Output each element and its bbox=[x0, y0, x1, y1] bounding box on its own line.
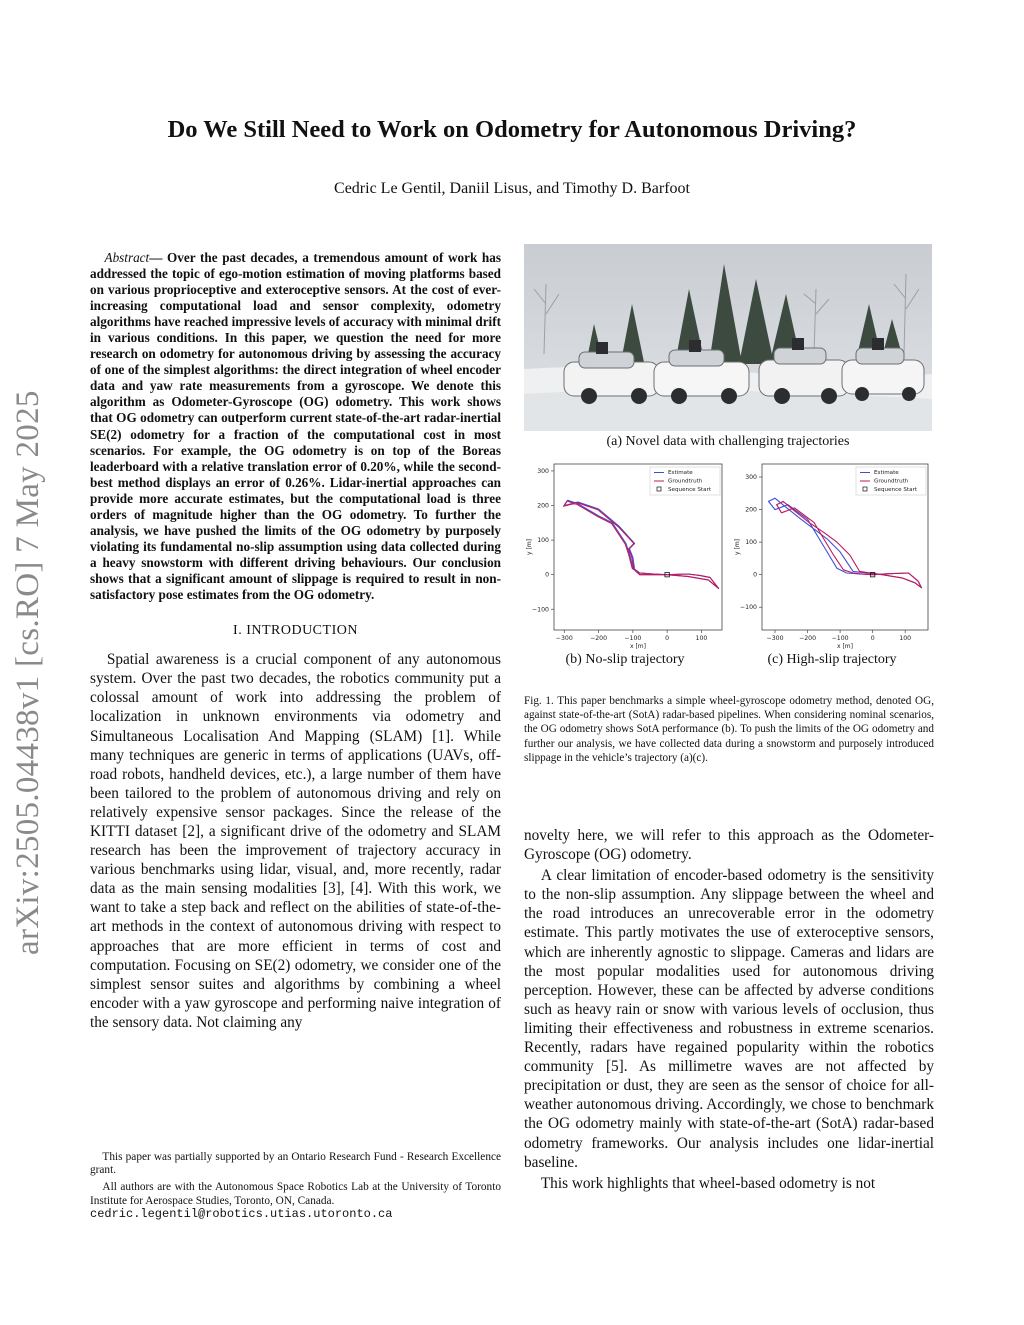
caption-a: (a) Novel data with challenging trajectories bbox=[606, 434, 850, 449]
x-axis-label: x [m] bbox=[837, 643, 853, 650]
right-paragraph-3: This work highlights that wheel-based odometry is not bbox=[540, 1174, 876, 1192]
y-tick-label: −100 bbox=[532, 606, 549, 614]
y-tick-label: 300 bbox=[745, 474, 757, 482]
right-column bbox=[524, 826, 934, 1193]
section-heading: I. INTRODUCTION bbox=[233, 623, 358, 639]
y-tick-label: 200 bbox=[745, 506, 757, 514]
left-column bbox=[90, 250, 501, 1032]
footnote-affiliation bbox=[90, 1181, 501, 1221]
x-tick-label: −200 bbox=[590, 635, 608, 642]
legend-label: Estimate bbox=[668, 470, 693, 476]
plot-no-slip bbox=[524, 458, 726, 650]
right-paragraph-2: A clear limitation of encoder-based odometry is the sensitivity to the non-slip assumption. Any slippage between the wheel and the road introduces an unrecoverable error in the odometry estimate. This partly motivates the use of exteroceptive sensors, which are inherently agnostic to slippage. Cameras and lidars are the most popular modalities used for autonomous driving perception. However, these can be affected by adverse conditions such as heavy rain or snow with various levels of occlusion, thus limiting their effectiveness and robustness in extreme scenarios. Recently, radars have regained popularity within the robotics community [5]. As millimetre waves are not affected by precipitation or dust, they are seen as the sensor of choice for all-weather autonomous driving. Accordingly, we chose to benchmark the OG odometry mainly with state-of-the-art (SotA) radar-based odometry frameworks. Our analysis includes one lidar-inertial baseline. bbox=[524, 867, 934, 1171]
y-tick-label: −100 bbox=[740, 604, 757, 612]
caption-b: (b) No-slip trajectory bbox=[565, 652, 685, 667]
x-tick-label: 0 bbox=[665, 635, 670, 642]
email-link[interactable]: cedric.legentil@robotics.utias.utoronto.ca bbox=[90, 1206, 393, 1221]
paper-authors: Cedric Le Gentil, Daniil Lisus, and Timothy D. Barfoot bbox=[334, 180, 690, 197]
legend-label: Estimate bbox=[874, 470, 899, 476]
x-tick-label: −300 bbox=[555, 635, 573, 642]
x-tick-label: 0 bbox=[870, 635, 875, 642]
legend-label: Groundtruth bbox=[874, 478, 909, 485]
legend-label: Sequence Start bbox=[668, 487, 712, 493]
right-paragraph-1: novelty here, we will refer to this approach as the Odometer-Gyroscope (OG) odometry. bbox=[524, 827, 934, 864]
y-tick-label: 0 bbox=[545, 571, 549, 579]
intro-paragraph: Spatial awareness is a crucial component of any autonomous system. Over the past two decades, the robotics community put a colossal amount of work into addressing the problem of localization in unknown environments via odometry and Simultaneous Localisation And Mapping (SLAM) [1]. While many techniques are generic in terms of applications (UAVs, off-road robots, handheld devices, etc.), a large number of them have been tailored to the problem of autonomous driving and rely on relatively expensive sensor packages. Since the release of the KITTI dataset [2], a significant drive of the odometry and SLAM research has been the improvement of trajectory accuracy in various benchmarks using lidar, visual, and, more recently, radar data as the main sensing modalities [3], [4]. With this work, we want to take a step back and reflect on the abilities of state-of-the-art methods in the context of autonomous driving with respect to approaches that are more efficient in terms of cost and computation. Focusing on SE(2) odometry, we consider one of the simplest sensor suites and algorithms by combining a wheel encoder with a yaw gyroscope and performing naive integration of the sensory data. Not claiming any bbox=[90, 651, 501, 1031]
y-axis-label: y [m] bbox=[734, 539, 741, 555]
no-slip-chart-svg bbox=[524, 458, 726, 650]
arxiv-stamp: arXiv:2505.04438v1 [cs.RO] 7 May 2025 bbox=[10, 390, 46, 955]
y-axis-label: y [m] bbox=[526, 539, 533, 555]
high-slip-chart-svg bbox=[732, 458, 932, 650]
footnotes bbox=[90, 1151, 501, 1225]
y-tick-label: 0 bbox=[753, 571, 757, 579]
y-tick-label: 100 bbox=[537, 537, 549, 545]
photo-illustration bbox=[524, 244, 932, 431]
abstract-lead: Abstract bbox=[104, 250, 150, 265]
x-tick-label: −200 bbox=[799, 635, 817, 642]
x-tick-label: −100 bbox=[624, 635, 642, 642]
x-tick-label: −300 bbox=[766, 635, 784, 642]
abstract bbox=[90, 250, 501, 603]
x-tick-label: 100 bbox=[695, 635, 708, 642]
affiliation-text: All authors are with the Autonomous Space Robotics Lab at the University of Toronto Institute for Aerospace Studies, Toronto, ON, Canada. bbox=[90, 1181, 501, 1207]
plot-high-slip bbox=[732, 458, 932, 650]
x-axis-label: x [m] bbox=[630, 643, 646, 650]
figure-caption: Fig. 1. This paper benchmarks a simple wheel-gyroscope odometry method, denoted OG, against state-of-the-art (SotA) radar-based pipelines. When considering nominal scenarios, the OG odometry shows SotA performance (b). To push the limits of the OG odometry and further our analysis, we have collected data during a snowstorm and purposely introduced slippage in the vehicle’s trajectory (a)(c). bbox=[524, 695, 934, 764]
footnote-funding: This paper was partially supported by an Ontario Research Fund - Research Excellence grant. bbox=[90, 1151, 501, 1177]
snow-cars-photo bbox=[524, 244, 932, 431]
abstract-text: — Over the past decades, a tremendous amount of work has addressed the topic of ego-motion estimation of moving platforms based on various proprioceptive and exteroceptive sensors. At the cost of ever-increasing computational load and sensor complexity, odometry algorithms have reached impressive levels of accuracy with minimal drift in various conditions. In this paper, we question the need for more research on odometry for autonomous driving by assessing the accuracy of one of the simplest algorithms: the direct integration of wheel encoder data and yaw rate measurements from a gyroscope. We denote this algorithm as Odometer-Gyroscope (OG) odometry. This work shows that OG odometry can outperform current state-of-the-art radar-inertial SE(2) odometry for a fraction of the computational cost in most scenarios. For example, the OG odometry is on top of the Boreas leaderboard with a relative translation error of 0.20%, while the second-best method displays an error of 0.26%. Lidar-inertial approaches can provide more accurate estimates, but the computational load is three orders of magnitude higher than the OG odometry. To further the analysis, we have pushed the limits of the OG odometry by purposely violating its fundamental no-slip assumption using data collected during a heavy snowstorm with different driving behaviours. Our conclusion shows that a significant amount of slippage is required to result in non-satisfactory pose estimates from the OG odometry. bbox=[90, 250, 501, 602]
x-tick-label: 100 bbox=[899, 635, 912, 642]
x-tick-label: −100 bbox=[831, 635, 849, 642]
legend-label: Groundtruth bbox=[668, 478, 703, 485]
y-tick-label: 200 bbox=[537, 502, 549, 510]
legend-label: Sequence Start bbox=[874, 487, 918, 493]
y-tick-label: 300 bbox=[537, 467, 549, 475]
caption-c: (c) High-slip trajectory bbox=[767, 652, 897, 667]
y-tick-label: 100 bbox=[745, 539, 757, 547]
paper-title: Do We Still Need to Work on Odometry for Autonomous Driving? bbox=[167, 116, 857, 143]
